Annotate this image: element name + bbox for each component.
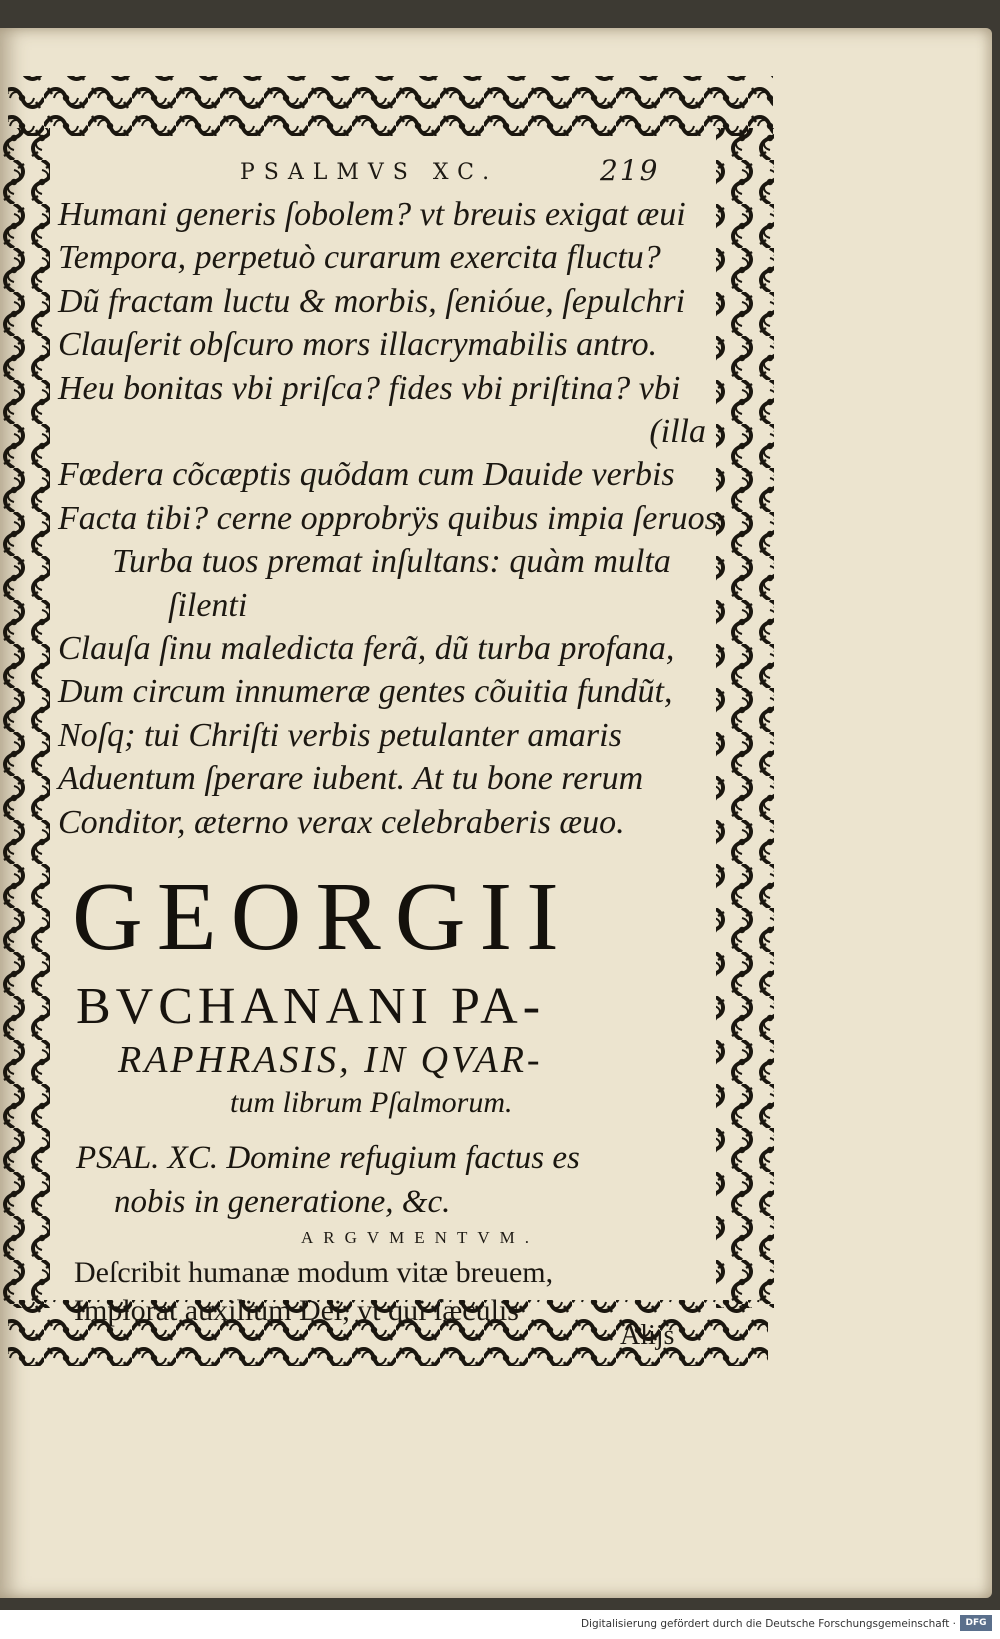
heading-line-4: tum librum Pſalmorum. — [230, 1086, 513, 1119]
verse-line: Dũ fractam luctu & morbis, ſenióue, ſepulchri — [58, 282, 686, 320]
verse-line: Aduentum ſperare iubent. At tu bone rerum — [58, 760, 644, 798]
verse-line: Heu bonitas vbi priſca? fides vbi priſtina? vbi — [58, 369, 681, 407]
page-number: 219 — [600, 154, 660, 187]
verse-line: (illa — [649, 413, 706, 451]
verse-line: Tempora, perpetuò curarum exercita fluctu? — [58, 239, 661, 277]
psalm-reference-line-2: nobis in generatione, &c. — [114, 1184, 451, 1220]
verse-line: Facta tibi? cerne opprobrÿs quibus impia ſeruos — [58, 499, 718, 537]
verse-line: ſilenti — [168, 586, 248, 624]
argument-text — [74, 1254, 714, 1330]
heading-name: GEORGII — [72, 863, 573, 971]
book-page — [0, 28, 992, 1598]
running-head — [240, 154, 760, 187]
argument-heading: ARGVMENTVM. — [301, 1228, 539, 1247]
verse-line: Clauſa ſinu maledicta ferã, dũ turba profana, — [58, 630, 675, 668]
dfg-logo: DFG — [960, 1615, 992, 1631]
verse-line: Clauſerit obſcuro mors illacrymabilis antro. — [58, 326, 658, 364]
heading-line-3: RAPHRASIS, IN QVAR- — [118, 1039, 543, 1081]
verse-line: Dum circum innumeræ gentes cõuitia fundũt, — [58, 673, 673, 711]
argument-line-2: Implorat auxilium Dei, vt qui ſæculis — [74, 1294, 519, 1327]
verse-line: Turba tuos premat inſultans: quàm multa — [112, 543, 671, 581]
argument-line-1: Deſcribit humanæ modum vitæ breuem, — [74, 1256, 554, 1289]
verse-line: Conditor, æterno verax celebraberis æuo. — [58, 803, 625, 841]
heading-line-2: BVCHANANI PA- — [76, 978, 546, 1035]
catchword: Alijs — [620, 1320, 675, 1351]
psalm-reference — [76, 1136, 716, 1224]
psalm-reference-line-1: PSAL. XC. Domine refugium factus es — [76, 1140, 580, 1176]
verse-line: Humani generis ſobolem? vt breuis exigat æui — [58, 196, 686, 233]
verse-line: Noſq; tui Chriſti verbis petulanter amaris — [58, 716, 622, 754]
verse-line: Fœdera cõcæptis quõdam cum Dauide verbis — [58, 456, 675, 494]
running-head-title: PSALMVS XC. — [240, 160, 499, 185]
funding-credit: Digitalisierung gefördert durch die Deutsche Forschungsgemeinschaft · — [580, 1618, 956, 1630]
verse-text — [58, 193, 718, 844]
